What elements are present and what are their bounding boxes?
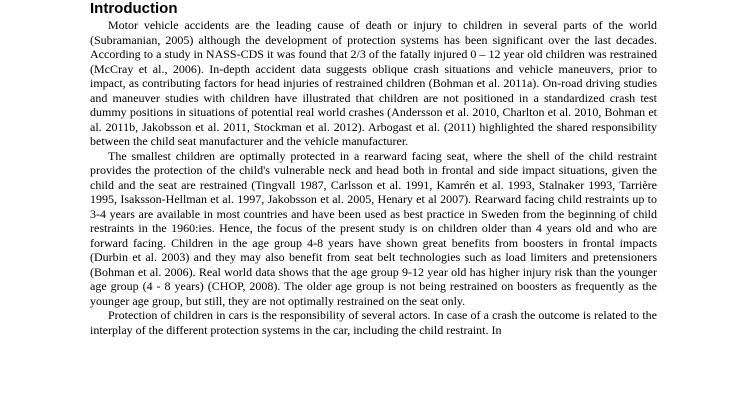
- section-heading: Introduction: [90, 0, 178, 17]
- document-page: [90, 0, 657, 337]
- paragraph-1: Motor vehicle accidents are the leading cause of death or injury to children in several parts of the world (Subramanian, 2005) although the development of protection systems has been significant over the last decades. According to a study in NASS-CDS it was found that 2/3 of the fatally injured 0 – 12 year old children was restrained (McCray et al., 2006). In-depth accident data suggests oblique crash situations and vehicle maneuvers, prior to impact, as contributing factors for head injuries of restrained children (Bohman et al. 2011a). On-road driving studies and maneuver studies with children have illustrated that children are not positioned in a standardized crash test dummy positions in situations of potential real world crashes (Andersson et al. 2010, Charlton et al. 2010, Bohman et al. 2011b, Jakobsson et al. 2011, Stockman et al. 2012). Arbogast et al. (2011) highlighted the shared responsibility between the child seat manufacturer and the vehicle manufacturer.: [90, 18, 657, 148]
- paragraph-2: The smallest children are optimally protected in a rearward facing seat, where the shell of the child restraint provides the protection of the child's vulnerable neck and head both in frontal and side impact situations, given the child and the seat are restrained (Tingvall 1987, Carlsson et al. 1991, Kamrén et al. 1993, Stalnaker 1993, Tarrière 1995, Isaksson-Hellman et al. 1997, Jakobsson et al. 2005, Henary et al 2007). Rearward facing child restraints up to 3-4 years are available in most countries and have been used as best practice in Sweden from the beginning of child restraints in the 1960:ies. Hence, the focus of the present study is on children older than 4 years old and who are forward facing. Children in the age group 4-8 years have shown great benefits from boosters in frontal impacts (Durbin et al. 2003) and they may also benefit from seat belt technologies such as load limiters and pretensioners (Bohman et al. 2006). Real world data shows that the age group 9-12 year old has higher injury risk than the younger age group (4 - 8 years) (CHOP, 2008). The older age group is not being restrained on boosters as frequently as the younger age group, but still, they are not optimally restrained on the seat only.: [90, 148, 657, 308]
- paragraph-3: Protection of children in cars is the responsibility of several actors. In case of a crash the outcome is related to the interplay of the different protection systems in the car, including the child restraint. In: [90, 308, 657, 337]
